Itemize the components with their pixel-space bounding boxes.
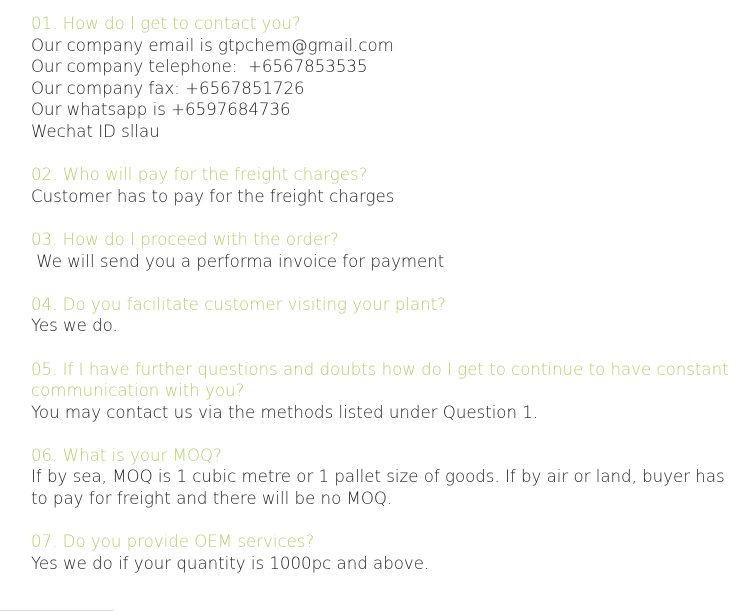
faq-item — [31, 531, 731, 574]
faq-question: 05. If I have further questions and doubts how do I get to continue to have constant communication with you? — [31, 359, 734, 401]
faq-item — [31, 229, 731, 272]
faq-answer: Yes we do. — [31, 316, 118, 336]
faq-question: 03. How do I proceed with the order? — [31, 229, 339, 249]
faq-answer-wechat: Wechat ID sllau — [31, 121, 160, 141]
faq-answer-whatsapp: Our whatsapp is +6597684736 — [31, 100, 291, 120]
faq-question: 02. Who will pay for the freight charges? — [31, 165, 368, 185]
faq-answer: Yes we do if your quantity is 1000pc and above. — [31, 553, 430, 573]
faq-list — [31, 13, 734, 596]
faq-item — [31, 294, 731, 337]
faq-item — [31, 164, 731, 207]
faq-question: 04. Do you facilitate customer visiting your plant? — [31, 294, 446, 314]
faq-item — [31, 13, 731, 143]
faq-answer-telephone: Our company telephone: +6567853535 — [31, 57, 368, 77]
faq-answer-fax: Our company fax: +6567851726 — [31, 78, 305, 98]
faq-answer: Customer has to pay for the freight charges — [31, 186, 395, 206]
faq-question: 06. What is your MOQ? — [31, 445, 222, 465]
faq-item — [31, 445, 731, 510]
faq-question: 01. How do I get to contact you? — [31, 14, 301, 33]
faq-item — [31, 359, 734, 424]
faq-answer: If by sea, MOQ is 1 cubic metre or 1 pallet size of goods. If by air or land, buyer has to pay for freight and there will be no MOQ. — [31, 467, 730, 509]
faq-answer: We will send you a performa invoice for payment — [31, 251, 445, 271]
faq-answer-email: Our company email is gtpchem@gmail.com — [31, 35, 394, 55]
faq-question: 07. Do you provide OEM services? — [31, 532, 315, 552]
faq-answer: You may contact us via the methods listed under Question 1. — [31, 402, 539, 422]
